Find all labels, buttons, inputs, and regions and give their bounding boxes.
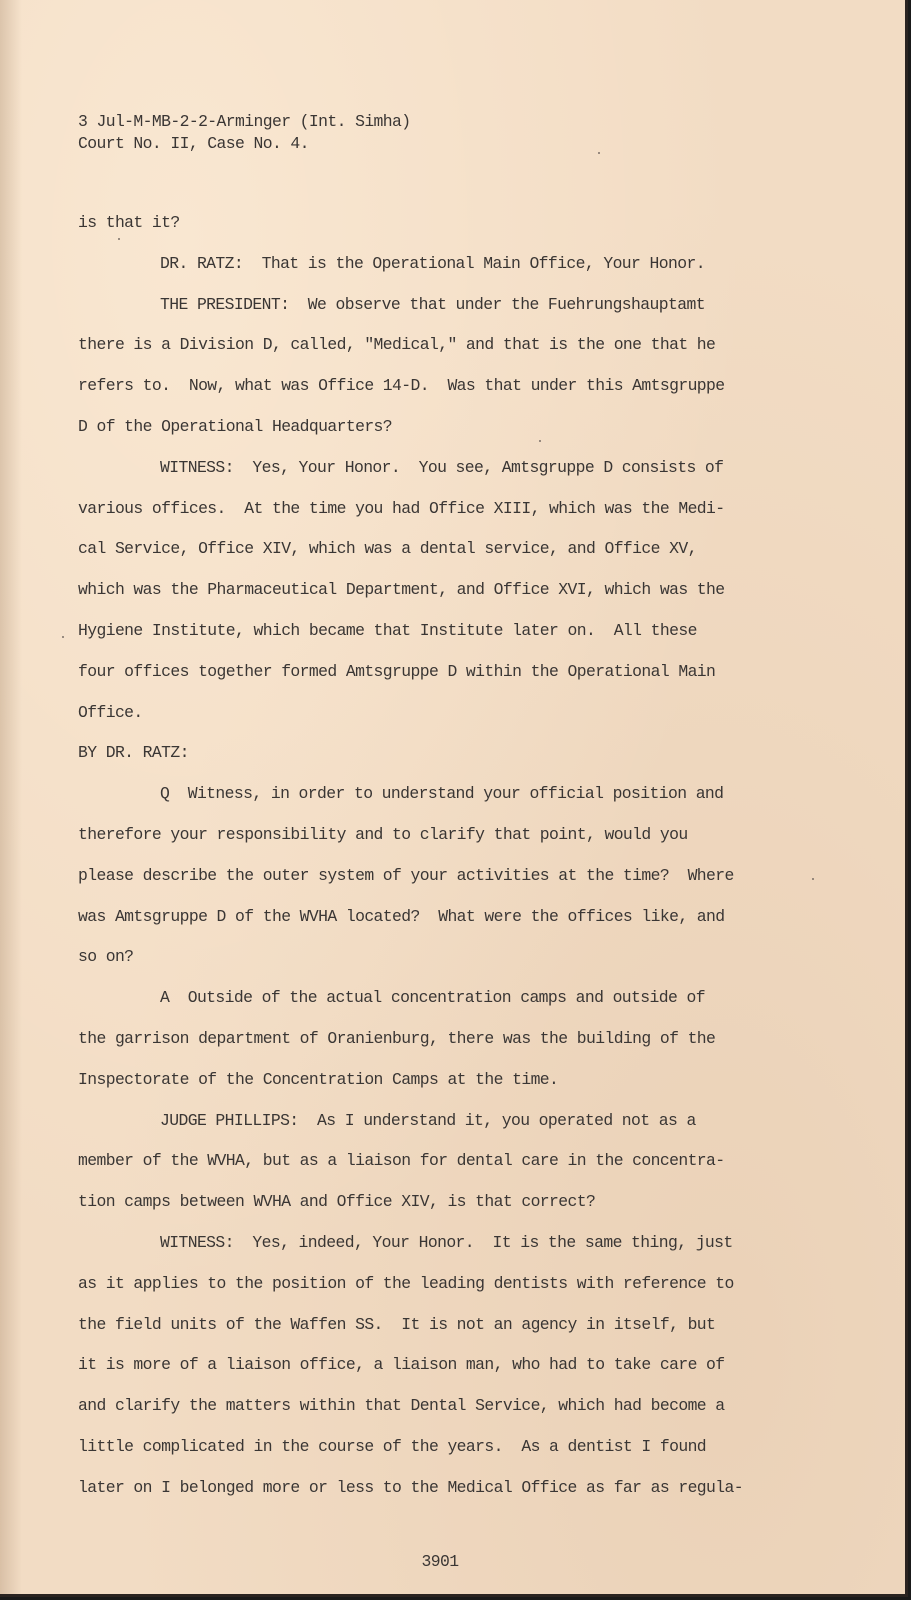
paper-speck xyxy=(539,440,541,442)
transcript-line: various offices. At the time you had Office XIII, which was the Medi- xyxy=(78,499,725,518)
transcript-line: cal Service, Office XIV, which was a dental service, and Office XV, xyxy=(78,539,697,558)
transcript-line: WITNESS: Yes, Your Honor. You see, Amtsgruppe D consists of xyxy=(160,458,724,477)
transcript-line: Inspectorate of the Concentration Camps at the time. xyxy=(78,1070,559,1089)
transcript-line: which was the Pharmaceutical Department, and Office XVI, which was the xyxy=(78,580,725,599)
header-line-2: Court No. II, Case No. 4. xyxy=(78,134,309,153)
transcript-line: WITNESS: Yes, indeed, Your Honor. It is the same thing, just xyxy=(160,1233,733,1252)
transcript-line: there is a Division D, called, "Medical," and that is the one that he xyxy=(78,335,716,354)
transcript-line: little complicated in the course of the years. As a dentist I found xyxy=(78,1437,707,1456)
transcript-line: Office. xyxy=(78,703,143,722)
transcript-line: DR. RATZ: That is the Operational Main Office, Your Honor. xyxy=(160,254,705,273)
transcript-line: is that it? xyxy=(78,213,180,232)
paper-speck xyxy=(118,238,120,240)
transcript-line: and clarify the matters within that Dental Service, which had become a xyxy=(78,1396,725,1415)
transcript-line: Hygiene Institute, which became that Institute later on. All these xyxy=(78,621,697,640)
transcript-line: D of the Operational Headquarters? xyxy=(78,417,393,436)
page-number: 3901 xyxy=(421,1552,459,1571)
transcript-line: member of the WVHA, but as a liaison for dental care in the concentra- xyxy=(78,1151,725,1170)
transcript-line: so on? xyxy=(78,947,134,966)
transcript-line: JUDGE PHILLIPS: As I understand it, you operated not as a xyxy=(160,1111,696,1130)
transcript-line: later on I belonged more or less to the Medical Office as far as regula- xyxy=(78,1478,743,1497)
transcript-line: A Outside of the actual concentration camps and outside of xyxy=(160,988,705,1007)
transcript-line: four offices together formed Amtsgruppe D within the Operational Main xyxy=(78,662,716,681)
transcript-line: tion camps between WVHA and Office XIV, is that correct? xyxy=(78,1192,596,1211)
transcript-line: THE PRESIDENT: We observe that under the Fuehrungshauptamt xyxy=(160,295,705,314)
transcript-line: therefore your responsibility and to clarify that point, would you xyxy=(78,825,688,844)
transcript-line: BY DR. RATZ: xyxy=(78,743,189,762)
paper-speck xyxy=(62,636,64,638)
header-line-1: 3 Jul-M-MB-2-2-Arminger (Int. Simha) xyxy=(78,112,411,131)
transcript-line: Q Witness, in order to understand your official position and xyxy=(160,784,724,803)
paper-speck xyxy=(598,152,600,154)
transcript-line: refers to. Now, what was Office 14-D. Was that under this Amtsgruppe xyxy=(78,376,725,395)
transcript-line: as it applies to the position of the leading dentists with reference to xyxy=(78,1274,734,1293)
paper-speck xyxy=(812,878,814,880)
transcript-line: the field units of the Waffen SS. It is not an agency in itself, but xyxy=(78,1315,716,1334)
transcript-line: it is more of a liaison office, a liaison man, who had to take care of xyxy=(78,1355,725,1374)
transcript-line: was Amtsgruppe D of the WVHA located? What were the offices like, and xyxy=(78,907,725,926)
transcript-line: please describe the outer system of your activities at the time? Where xyxy=(78,866,734,885)
transcript-line: the garrison department of Oranienburg, there was the building of the xyxy=(78,1029,716,1048)
paper-edge-shadow xyxy=(0,0,22,1594)
